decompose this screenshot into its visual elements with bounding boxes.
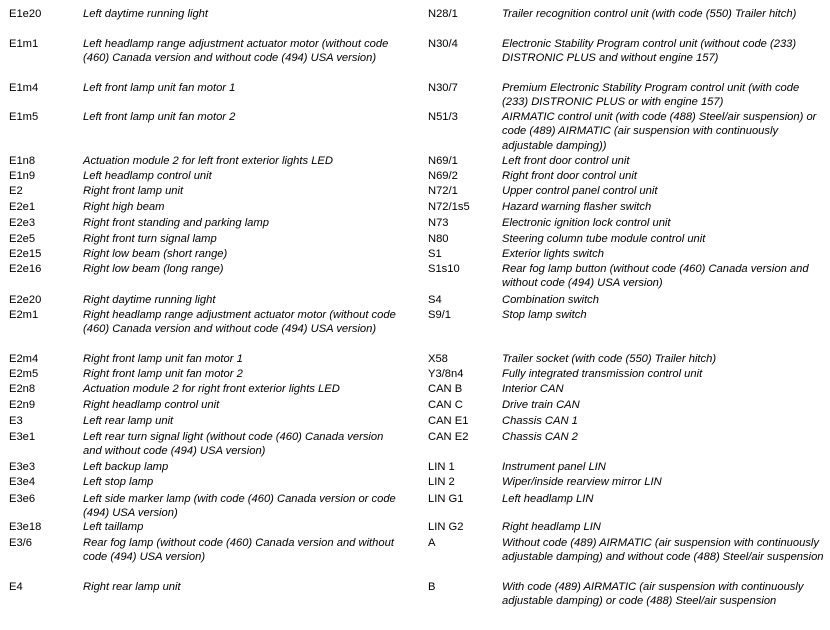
component-description: Fully integrated transmission control unit <box>502 368 703 380</box>
component-description: Right front lamp unit fan motor 1 <box>83 353 243 365</box>
component-code: E3e4 <box>9 476 36 488</box>
component-code: N30/4 <box>428 38 458 50</box>
component-description: Right front door control unit <box>502 170 637 182</box>
component-code: N51/3 <box>428 111 458 123</box>
component-code: S9/1 <box>428 309 452 321</box>
component-code: E2e5 <box>9 233 36 245</box>
component-description: Instrument panel LIN <box>502 461 606 473</box>
component-code: E3e3 <box>9 461 36 473</box>
component-code: E2e1 <box>9 201 36 213</box>
component-code: CAN B <box>428 383 463 395</box>
component-description: Electronic ignition lock control unit <box>502 217 671 229</box>
component-code: E2e15 <box>9 248 42 260</box>
component-code: N30/7 <box>428 82 458 94</box>
component-description: Left side marker lamp (with code (460) Canada version or code (494) USA version) <box>83 493 396 520</box>
component-code: E3/6 <box>9 537 33 549</box>
component-description: Right low beam (long range) <box>83 263 224 275</box>
component-description: Right headlamp LIN <box>502 521 601 533</box>
component-code: CAN C <box>428 399 463 411</box>
component-description: Chassis CAN 2 <box>502 431 578 443</box>
component-code: X58 <box>428 353 448 365</box>
component-code: E2m4 <box>9 353 39 365</box>
component-description: Left rear lamp unit <box>83 415 174 427</box>
component-code: LIN G1 <box>428 493 464 505</box>
component-code: N72/1 <box>428 185 458 197</box>
component-description: Left stop lamp <box>83 476 154 488</box>
component-code: CAN E2 <box>428 431 469 443</box>
component-description: Steering column tube module control unit <box>502 233 706 245</box>
component-description: Left headlamp range adjustment actuator motor (without code (460) Canada version and without code (494) USA version) <box>83 38 389 65</box>
component-description: Right rear lamp unit <box>83 581 181 593</box>
component-description: Left headlamp LIN <box>502 493 594 505</box>
component-code: E2 <box>9 185 23 197</box>
component-code: Y3/8n4 <box>428 368 464 380</box>
component-code: E1m4 <box>9 82 39 94</box>
component-code: B <box>428 581 436 593</box>
component-code: E2n8 <box>9 383 36 395</box>
component-description: Right front lamp unit fan motor 2 <box>83 368 243 380</box>
component-code: E3 <box>9 415 23 427</box>
component-code: S4 <box>428 294 442 306</box>
component-description: Right headlamp control unit <box>83 399 220 411</box>
component-code: S1 <box>428 248 442 260</box>
component-code: N69/1 <box>428 155 458 167</box>
component-code: E3e1 <box>9 431 36 443</box>
component-description: Right front lamp unit <box>83 185 184 197</box>
component-code: E3e6 <box>9 493 36 505</box>
component-description: Right headlamp range adjustment actuator motor (without code (460) Canada version and without code (494) USA version) <box>83 309 396 336</box>
component-description: Hazard warning flasher switch <box>502 201 652 213</box>
component-code: N72/1s5 <box>428 201 470 213</box>
component-code: E1e20 <box>9 8 42 20</box>
component-description: Rear fog lamp button (without code (460) Canada version and without code (494) USA version) <box>502 263 809 290</box>
component-code: E1m5 <box>9 111 39 123</box>
component-description: Right low beam (short range) <box>83 248 228 260</box>
component-code: E3e18 <box>9 521 42 533</box>
component-code: E4 <box>9 581 23 593</box>
component-code: E2e20 <box>9 294 42 306</box>
component-code: E2n9 <box>9 399 36 411</box>
component-code: N80 <box>428 233 449 245</box>
component-description: Right daytime running light <box>83 294 216 306</box>
component-code: S1s10 <box>428 263 460 275</box>
component-description: Right front standing and parking lamp <box>83 217 269 229</box>
component-description: Left rear turn signal light (without code (460) Canada version and without code (494) USA version) <box>83 431 384 458</box>
component-description: Right high beam <box>83 201 165 213</box>
component-description: Exterior lights switch <box>502 248 604 260</box>
component-code: LIN 2 <box>428 476 455 488</box>
component-code: LIN G2 <box>428 521 464 533</box>
component-description: Without code (489) AIRMATIC (air suspension with continuously adjustable damping) and without code (488) Steel/air suspension <box>502 537 824 564</box>
component-description: Wiper/inside rearview mirror LIN <box>502 476 662 488</box>
component-description: Premium Electronic Stability Program control unit (with code (233) DISTRONIC PLUS or with engine 157) <box>502 82 800 109</box>
component-description: Left headlamp control unit <box>83 170 212 182</box>
component-code: E1n8 <box>9 155 36 167</box>
component-description: Actuation module 2 for right front exterior lights LED <box>83 383 340 395</box>
component-description: Interior CAN <box>502 383 564 395</box>
component-description: Rear fog lamp (without code (460) Canada version and without code (494) USA version) <box>83 537 394 564</box>
component-description: Stop lamp switch <box>502 309 587 321</box>
component-description: Chassis CAN 1 <box>502 415 578 427</box>
component-description: AIRMATIC control unit (with code (488) Steel/air suspension) or code (489) AIRMATIC (air suspension with continuously adjustable damping)) <box>502 111 817 152</box>
component-code: N69/2 <box>428 170 458 182</box>
component-description: Left backup lamp <box>83 461 169 473</box>
component-description: Actuation module 2 for left front exterior lights LED <box>83 155 333 167</box>
component-description: Trailer socket (with code (550) Trailer hitch) <box>502 353 717 365</box>
component-description: Left front door control unit <box>502 155 630 167</box>
component-description: Left front lamp unit fan motor 1 <box>83 82 236 94</box>
component-description: Combination switch <box>502 294 600 306</box>
component-description: Left taillamp <box>83 521 144 533</box>
component-code: N28/1 <box>428 8 458 20</box>
component-code: E2e3 <box>9 217 36 229</box>
component-code: E2m5 <box>9 368 39 380</box>
component-description: With code (489) AIRMATIC (air suspension with continuously adjustable damping) or code (488) Steel/air suspension <box>502 581 804 608</box>
component-description: Left front lamp unit fan motor 2 <box>83 111 236 123</box>
component-code: CAN E1 <box>428 415 469 427</box>
component-code: E2m1 <box>9 309 39 321</box>
component-code: A <box>428 537 436 549</box>
component-description: Left daytime running light <box>83 8 209 20</box>
component-description: Trailer recognition control unit (with code (550) Trailer hitch) <box>502 8 797 20</box>
component-code: E2e16 <box>9 263 42 275</box>
component-description: Electronic Stability Program control unit (without code (233) DISTRONIC PLUS and without engine 157) <box>502 38 797 65</box>
component-code: E1m1 <box>9 38 39 50</box>
component-code: E1n9 <box>9 170 36 182</box>
component-description: Upper control panel control unit <box>502 185 658 197</box>
component-code: LIN 1 <box>428 461 455 473</box>
component-code: N73 <box>428 217 449 229</box>
component-description: Right front turn signal lamp <box>83 233 217 245</box>
component-description: Drive train CAN <box>502 399 580 411</box>
